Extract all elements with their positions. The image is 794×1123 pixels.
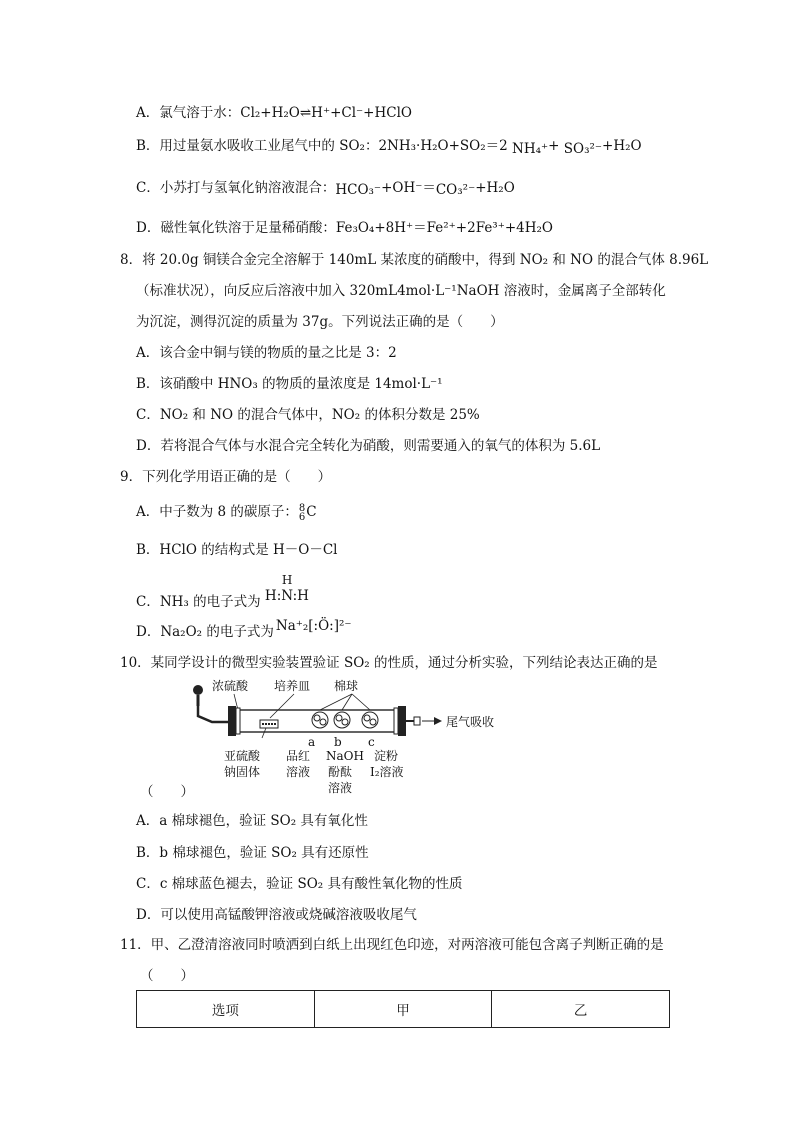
q7-option-c <box>136 178 515 198</box>
label-b-solution: 溶液 <box>328 781 353 795</box>
q8-option-c: C．NO₂ 和 NO 的混合气体中，NO₂ 的体积分数是 25% <box>136 407 480 423</box>
q9-option-d <box>136 618 352 642</box>
q10-apparatus-diagram <box>188 676 518 796</box>
q7-option-a <box>136 103 412 123</box>
table-row <box>137 991 670 1028</box>
label-a-magenta-1: 品红 <box>286 749 311 763</box>
label-sodium-sulfite-1: 亚硫酸 <box>224 749 261 763</box>
q9-option-c <box>136 573 313 612</box>
cotton-ball-b-icon <box>334 712 350 728</box>
q8-option-b: B．该硝酸中 HNO₃ 的物质的量浓度是 14mol·L⁻¹ <box>136 376 443 392</box>
label-cotton-ball: 棉球 <box>334 679 359 693</box>
q8-stem-line-1: 8．将 20.0g 铜镁合金完全溶解于 140mL 某浓度的硝酸中，得到 NO₂ 和 NO 的混合气体 8.96L <box>120 252 709 268</box>
q8-stem-line-2: （标准状况），向反应后溶液中加入 320mL4mol·L⁻¹NaOH 溶液时，金属离子全部转化 <box>136 283 666 299</box>
q9-stem: 9．下列化学用语正确的是（ ） <box>120 469 332 485</box>
table-header-jia: 甲 <box>314 991 492 1028</box>
q7-option-b-nh4: NH₄⁺ <box>512 141 549 157</box>
q7-option-b-plus: + <box>548 138 560 154</box>
q7-option-c-hco3: HCO₃⁻ <box>335 182 382 198</box>
q9-option-a-label: A．中子数为 8 的碳原子： <box>136 504 298 520</box>
cotton-ball-a-icon <box>312 712 328 728</box>
label-a-magenta-2: 溶液 <box>286 765 311 779</box>
label-b-phenolphthalein: 酚酞 <box>328 765 353 779</box>
right-stopper <box>398 706 406 736</box>
q7-option-d-label: D．磁性氧化铁溶于足量稀硝酸： <box>136 220 336 236</box>
q9-element-symbol: C <box>306 504 317 520</box>
label-b-naoh: NaOH <box>326 749 364 763</box>
q7-option-b-eq-left: 2NH₃·H₂O+SO₂＝2 <box>378 138 508 154</box>
q8-stem-line-3: 为沉淀，测得沉淀的质量为 37g。下列说法正确的是（ ） <box>136 314 504 330</box>
q9-option-d-label: D．Na₂O₂ 的电子式为 <box>136 624 274 640</box>
q9-option-c-label: C．NH₃ 的电子式为 <box>136 594 261 610</box>
q7-option-b <box>136 136 642 156</box>
cotton-ball-c-icon <box>362 712 378 728</box>
q10-option-b: B．b 棉球褪色，验证 SO₂ 具有还原性 <box>136 845 369 861</box>
q7-option-c-right: +H₂O <box>475 180 515 196</box>
q11-paren: （ ） <box>140 968 194 984</box>
q10-option-a: A．a 棉球褪色，验证 SO₂ 具有氧化性 <box>136 813 368 829</box>
q9-nh3-top-h: H <box>281 573 293 587</box>
q9-mass-number: 8 <box>298 502 306 514</box>
q7-option-a-equation: Cl₂+H₂O⇌H⁺+Cl⁻+HClO <box>240 105 412 121</box>
q7-option-d-equation: Fe₃O₄+8H⁺＝Fe²⁺+2Fe³⁺+4H₂O <box>335 220 554 236</box>
q7-option-b-eq-right: +H₂O <box>602 138 642 154</box>
q11-options-table <box>136 990 670 1028</box>
left-stopper <box>228 706 236 736</box>
label-a: a <box>308 735 316 749</box>
label-sodium-sulfite-2: 钠固体 <box>224 765 261 779</box>
q11-stem: 11．甲、乙澄清溶液同时喷洒到白纸上出现红色印迹，对两溶液可能包含离子判断正确的是 <box>120 937 664 953</box>
q7-option-a-label: A．氯气溶于水： <box>136 105 241 121</box>
label-c-starch: 淀粉 <box>374 749 399 763</box>
q9-option-a <box>136 502 317 522</box>
q7-option-c-co3: CO₃²⁻ <box>435 182 476 198</box>
q10-paren: （ ） <box>140 784 194 800</box>
q7-option-b-so3: SO₃²⁻ <box>563 141 603 157</box>
q9-option-b: B．HClO 的结构式是 H－O－Cl <box>136 542 338 558</box>
q9-na2o2-electron-formula: Na⁺₂[:Ö:]²⁻ <box>275 618 352 634</box>
label-concentrated-sulfuric-acid: 浓硫酸 <box>212 679 249 693</box>
q9-nh3-main: H:N:H <box>264 588 309 604</box>
table-header-yi: 乙 <box>492 991 670 1028</box>
q9-nuclide-notation <box>299 504 305 522</box>
q10-option-d: D．可以使用高锰酸钾溶液或烧碱溶液吸收尾气 <box>136 907 417 923</box>
label-c-iodine: I₂溶液 <box>370 765 404 779</box>
label-culture-dish: 培养皿 <box>274 679 311 693</box>
label-tail-gas-absorption: 尾气吸收 <box>446 715 495 729</box>
q8-option-d: D．若将混合气体与水混合完全转化为硝酸，则需要通入的氧气的体积为 5.6L <box>136 438 601 454</box>
q7-option-d <box>136 218 553 238</box>
q10-stem: 10．某同学设计的微型实验装置验证 SO₂ 的性质，通过分析实验，下列结论表达正确的是 <box>120 655 658 671</box>
q8-option-a: A．该合金中铜与镁的物质的量之比是 3：2 <box>136 345 397 361</box>
label-c: c <box>368 735 375 749</box>
outlet-arrow-icon <box>434 717 442 725</box>
q7-option-c-mid: +OH⁻＝ <box>381 180 436 196</box>
label-b: b <box>334 735 342 749</box>
q9-atomic-number: 6 <box>298 511 306 523</box>
q7-option-c-label: C．小苏打与氢氧化钠溶液混合： <box>136 180 336 196</box>
q9-nh3-electron-formula <box>264 573 313 606</box>
dropper-bulb-icon <box>193 685 203 695</box>
table-header-option: 选项 <box>137 991 315 1028</box>
q10-option-c: C．c 棉球蓝色褪去，验证 SO₂ 具有酸性氧化物的性质 <box>136 876 463 892</box>
q7-option-b-label: B．用过量氨水吸收工业尾气中的 SO₂： <box>136 138 379 154</box>
